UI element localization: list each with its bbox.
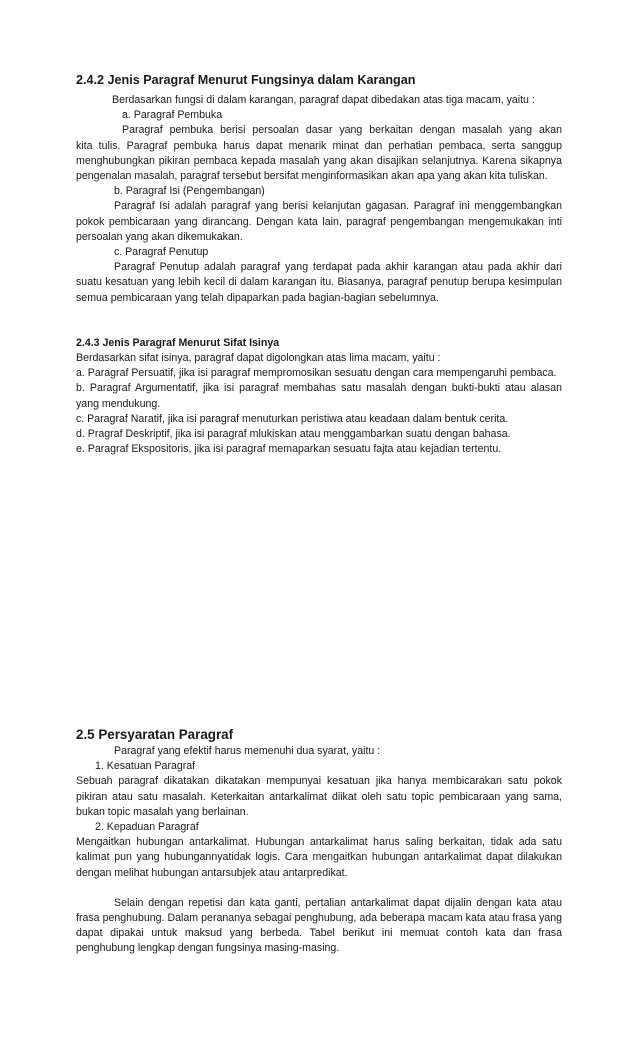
kepaduan-label: 2. Kepaduan Paragraf [95, 821, 199, 834]
paragraph-c-label: c. Paragraf Penutup [114, 246, 209, 259]
section-2-4-3 [76, 336, 562, 457]
paragraph-b-label: b. Paragraf Isi (Pengembangan) [114, 185, 265, 198]
paragraph-a-first-line: Paragraf pembuka berisi persoalan dasar yang berkaitan dengan masalah yang akan [122, 124, 562, 137]
kepaduan-text: Mengaitkan hubungan antarkalimat. Hubungan antarkalimat harus saling berkaitan, tidak ada satu kalimat pun yang hubungannyatidak logis. Cara mengaitkan hubungan antarkalimat dapat dilakukan dengan melihat hubungan antarsubjek atau antarpredikat. [76, 836, 562, 879]
list-item-ekspositoris: e. Paragraf Ekspositoris, jika isi paragraf memaparkan sesuatu fajta atau kejadian tertentu. [76, 443, 502, 456]
section-2-4-2-intro: Berdasarkan fungsi di dalam karangan, paragraf dapat dibedakan atas tiga macam, yaitu : [112, 94, 535, 106]
paragraph-b-text: Paragraf Isi adalah paragraf yang berisi kelanjutan gagasan. Paragraf ini menggembangkan pokok pembicaraan yang dirancang. Dengan kata lain, paragraf pengembangan mengemukakan inti persoalan yang akan dikemukakan. [76, 200, 562, 243]
section-2-4-3-intro: Berdasarkan sifat isinya, paragraf dapat digolongkan atas lima macam, yaitu : [76, 352, 441, 364]
closing-paragraph: Selain dengan repetisi dan kata ganti, pertalian antarkalimat dapat dijalin dengan kata atau frasa penghubung. Dalam perananya sebagai penghubung, ada beberapa macam kata atau frasa yang dapat dipakai untuk maksud yang berbeda. Tabel berikut ini memuat contoh kata dan frasa penghubung lengkap dengan fungsinya masing-masing. [76, 896, 562, 955]
kesatuan-text: Sebuah paragraf dikatakan dikatakan mempunyai kesatuan jika hanya membicarakan satu pokok pikiran atau satu masalah. Keterkaitan antarkalimat diikat oleh satu topic pembicaraan yang sama, bukan topic masalah yang berlainan. [76, 775, 562, 818]
section-2-5 [76, 726, 562, 957]
paragraph-a-label: a. Paragraf Pembuka [122, 109, 223, 122]
list-item-persuatif: a. Paragraf Persuatif, jika isi paragraf mempromosikan sesuatu dengan cara mempengaruhi pembaca. [76, 367, 557, 380]
kesatuan-label: 1. Kesatuan Paragraf [95, 760, 196, 773]
paragraph-a-text: kita tulis. Paragraf pembuka harus dapat menarik minat dan perhatian pembaca, serta sanggup menghubungkan pikiran pembaca kepada masalah yang akan disajikan selanjutnya. Karena sikapnya pengenalan masalah, paragraf tersebut bersifat menginformasikan akan apa yang akan kita tuliskan. [76, 139, 562, 183]
section-2-4-3-title: 2.4.3 Jenis Paragraf Menurut Sifat Isinya [76, 337, 280, 349]
list-item-naratif: c. Paragraf Naratif, jika isi paragraf menuturkan peristiwa atau keadaan dalam bentuk cerita. [76, 412, 509, 425]
section-2-4-2 [76, 72, 562, 306]
list-item-deskriptif: d. Pragraf Deskriptif, jika isi paragraf mlukiskan atau menggambarkan suatu dengan bahasa. [76, 428, 511, 441]
section-2-4-2-title: 2.4.2 Jenis Paragraf Menurut Fungsinya dalam Karangan [76, 73, 416, 87]
list-item-argumentatif: b. Paragraf Argumentatif, jika isi paragraf membahas satu masalah dengan bukti-bukti atau alasan yang mendukung. [76, 382, 562, 410]
section-2-5-title: 2.5 Persyaratan Paragraf [76, 727, 234, 742]
paragraph-c-text: Paragraf Penutup adalah paragraf yang terdapat pada akhir karangan atau pada akhir dari suatu kesatuan yang lebih kecil di dalam karangan itu. Biasanya, paragraf penutup berupa kesimpulan semua pembicaraan yang telah dipaparkan pada bagian-bagian sebelumnya. [76, 261, 562, 304]
section-2-5-intro: Paragraf yang efektif harus memenuhi dua syarat, yaitu : [114, 745, 381, 757]
